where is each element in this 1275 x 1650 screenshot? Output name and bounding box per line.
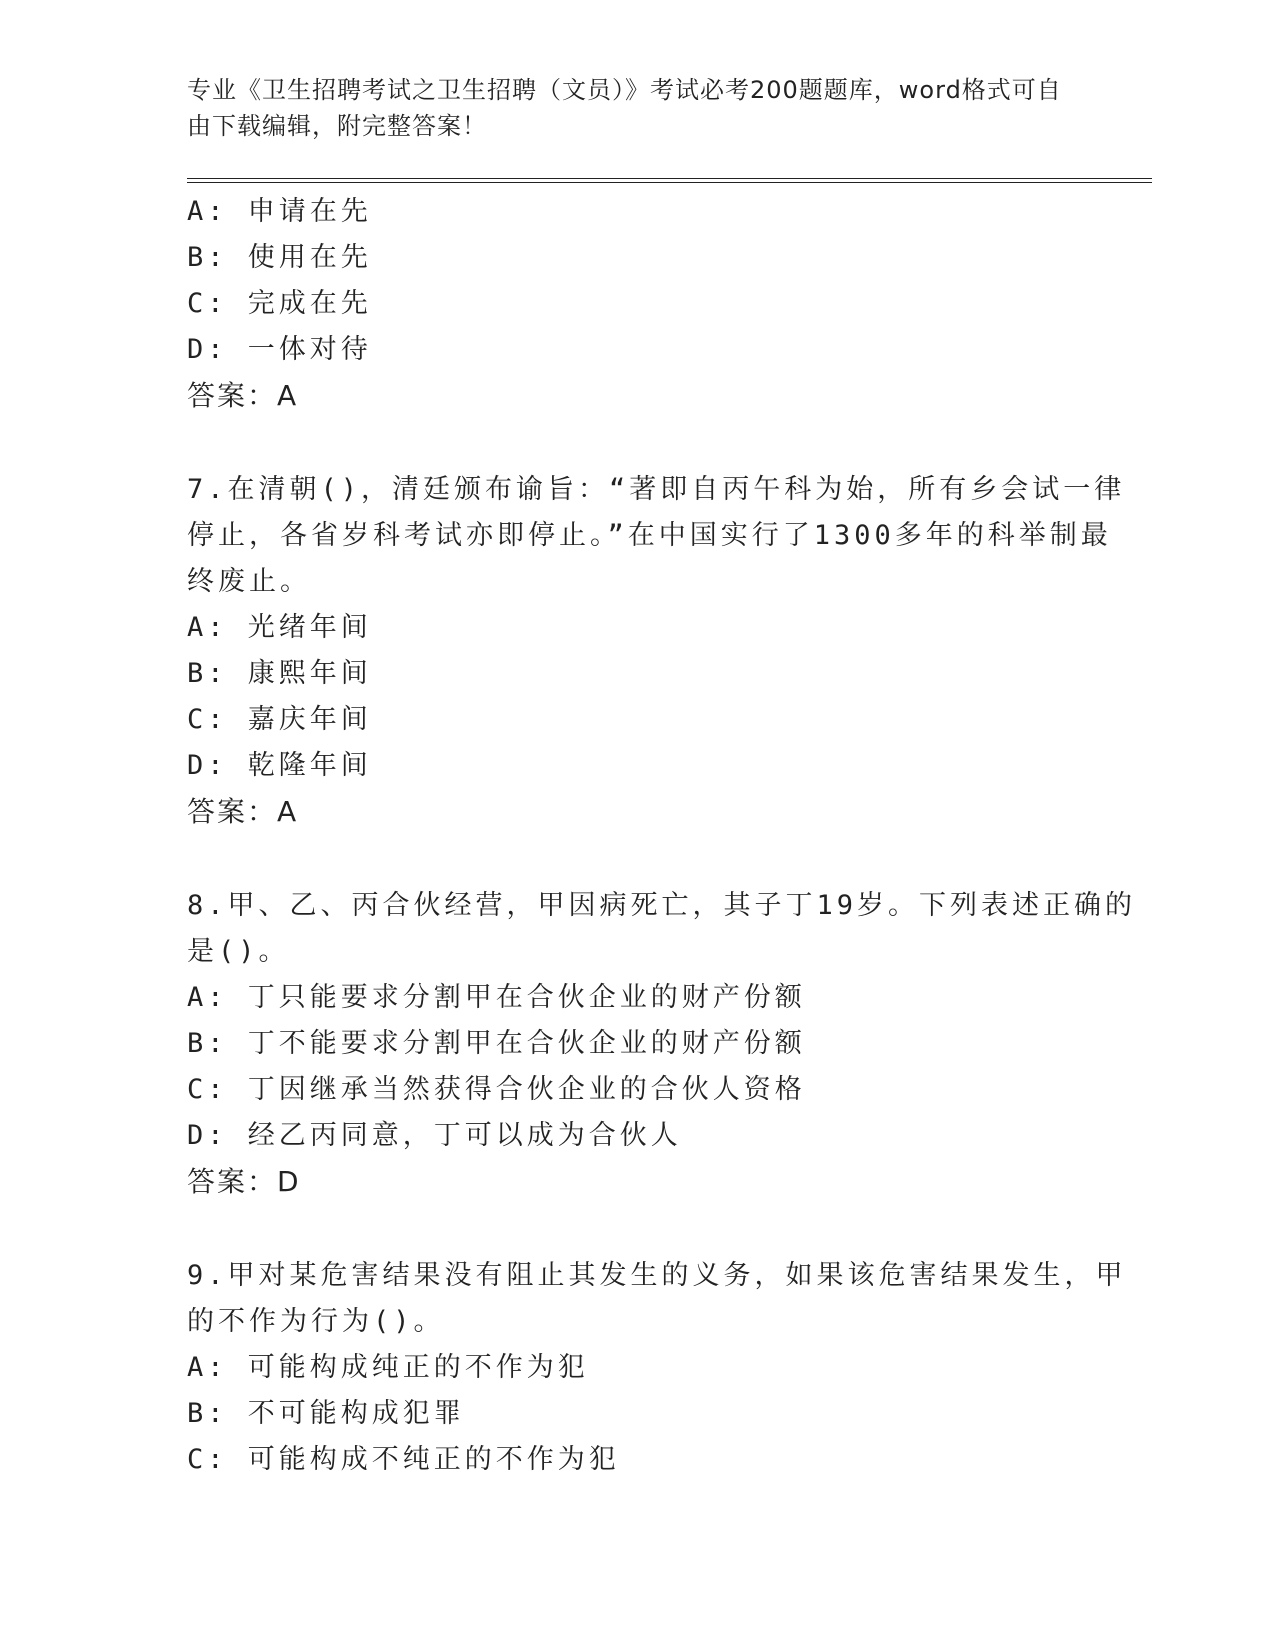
header-divider-top (187, 178, 1152, 179)
question-7-answer: 答案：A (187, 795, 299, 828)
question-7-option-a: A: 光绪年间 (187, 612, 372, 643)
question-8 (187, 883, 1137, 1205)
question-7-option-c: C: 嘉庆年间 (187, 704, 372, 735)
question-6-option-b: B: 使用在先 (187, 242, 372, 273)
question-6-answer: 答案：A (187, 379, 299, 412)
question-6-option-a: A: 申请在先 (187, 196, 372, 227)
question-9 (187, 1253, 1127, 1483)
question-8-answer: 答案：D (187, 1165, 301, 1198)
question-7-option-b: B: 康熙年间 (187, 658, 372, 689)
header-line-1: 专业《卫生招聘考试之卫生招聘（文员）》考试必考200题题库，word格式可自 (187, 76, 1062, 104)
question-8-option-c: C: 丁因继承当然获得合伙企业的合伙人资格 (187, 1074, 806, 1105)
question-8-option-a: A: 丁只能要求分割甲在合伙企业的财产份额 (187, 982, 806, 1013)
question-9-option-b: B: 不可能构成犯罪 (187, 1398, 465, 1429)
question-7 (187, 467, 1126, 835)
question-9-option-a: A: 可能构成纯正的不作为犯 (187, 1352, 589, 1383)
question-8-option-b: B: 丁不能要求分割甲在合伙企业的财产份额 (187, 1028, 806, 1059)
question-6 (187, 189, 1087, 419)
question-9-option-c: C: 可能构成不纯正的不作为犯 (187, 1444, 620, 1475)
question-6-option-c: C: 完成在先 (187, 288, 372, 319)
question-6-option-d: D: 一体对待 (187, 334, 372, 365)
question-9-stem-line-2: 的不作为行为()。 (187, 1306, 445, 1337)
header-divider-bottom (187, 182, 1152, 183)
header-line-2: 由下载编辑，附完整答案！ (187, 112, 487, 140)
question-7-stem-line-3: 终废止。 (187, 566, 311, 597)
question-9-stem-line-1: 9.甲对某危害结果没有阻止其发生的义务，如果该危害结果发生，甲 (187, 1260, 1127, 1291)
question-8-stem-line-2: 是()。 (187, 936, 290, 967)
document-header (187, 72, 1087, 144)
question-7-stem-line-2: 停止，各省岁科考试亦即停止。”在中国实行了1300多年的科举制最 (187, 520, 1112, 551)
question-7-option-d: D: 乾隆年间 (187, 750, 372, 781)
question-list (187, 189, 1137, 1483)
question-7-stem-line-1: 7.在清朝()，清廷颁布谕旨：“著即自丙午科为始，所有乡会试一律 (187, 474, 1126, 505)
question-8-stem-line-1: 8.甲、乙、丙合伙经营，甲因病死亡，其子丁19岁。下列表述正确的 (187, 890, 1137, 921)
question-8-option-d: D: 经乙丙同意，丁可以成为合伙人 (187, 1120, 682, 1151)
